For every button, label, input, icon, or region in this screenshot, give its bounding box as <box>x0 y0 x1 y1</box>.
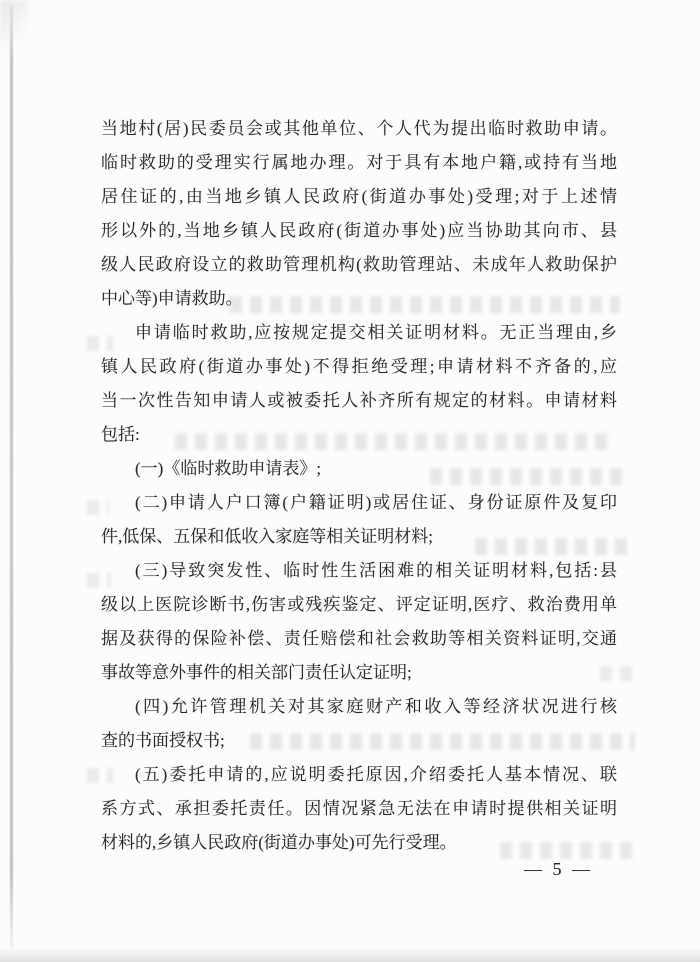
text-line: (二)申请人户口簿(户籍证明)或居住证、身份证原件及复印 <box>135 493 617 512</box>
text-line: 中心等)申请救助。 <box>101 289 243 308</box>
text-line: (三)导致突发性、临时性生活困难的相关证明材料,包括:县 <box>135 561 617 580</box>
text-line: 事故等意外事件的相关部门责任认定证明; <box>101 663 412 682</box>
text-line: 系方式、承担委托责任。因情况紧急无法在申请时提供相关证明 <box>101 799 617 818</box>
text-line: (一)《临时救助申请表》; <box>135 459 322 478</box>
text-line: 形以外的,当地乡镇人民政府(街道办事处)应当协助其向市、县 <box>101 221 617 240</box>
document-body <box>101 112 617 860</box>
text-line: 包括: <box>101 425 140 444</box>
text-line: (四)允许管理机关对其家庭财产和收入等经济状况进行核 <box>135 697 617 716</box>
text-line: 居住证的,由当地乡镇人民政府(街道办事处)受理;对于上述情 <box>101 187 617 206</box>
text-line: 查的书面授权书; <box>101 731 225 750</box>
text-line: 级以上医院诊断书,伤害或残疾鉴定、评定证明,医疗、救治费用单 <box>101 595 617 614</box>
text-line: 临时救助的受理实行属地办理。对于具有本地户籍,或持有当地 <box>101 153 617 172</box>
scan-edge-shadow <box>10 6 13 948</box>
text-line: 材料的,乡镇人民政府(街道办事处)可先行受理。 <box>101 833 457 852</box>
text-line: 当地村(居)民委员会或其他单位、个人代为提出临时救助申请。 <box>101 119 617 138</box>
text-line: 镇人民政府(街道办事处)不得拒绝受理;申请材料不齐备的,应 <box>101 357 617 376</box>
text-line: 级人民政府设立的救助管理机构(救助管理站、未成年人救助保护 <box>101 255 617 274</box>
text-line: (五)委托申请的,应说明委托原因,介绍委托人基本情况、联 <box>135 765 617 784</box>
scan-corner-smudge <box>0 0 28 60</box>
text-line: 申请临时救助,应按规定提交相关证明材料。无正当理由,乡 <box>135 323 617 342</box>
text-line: 当一次性告知申请人或被委托人补齐所有规定的材料。申请材料 <box>101 391 617 410</box>
scan-bottom-shadow <box>0 948 700 962</box>
text-line: 据及获得的保险补偿、责任赔偿和社会救助等相关资料证明,交通 <box>101 629 617 648</box>
text-line: 件,低保、五保和低收入家庭等相关证明材料; <box>101 527 433 546</box>
page-number: — 5 — <box>524 859 593 879</box>
